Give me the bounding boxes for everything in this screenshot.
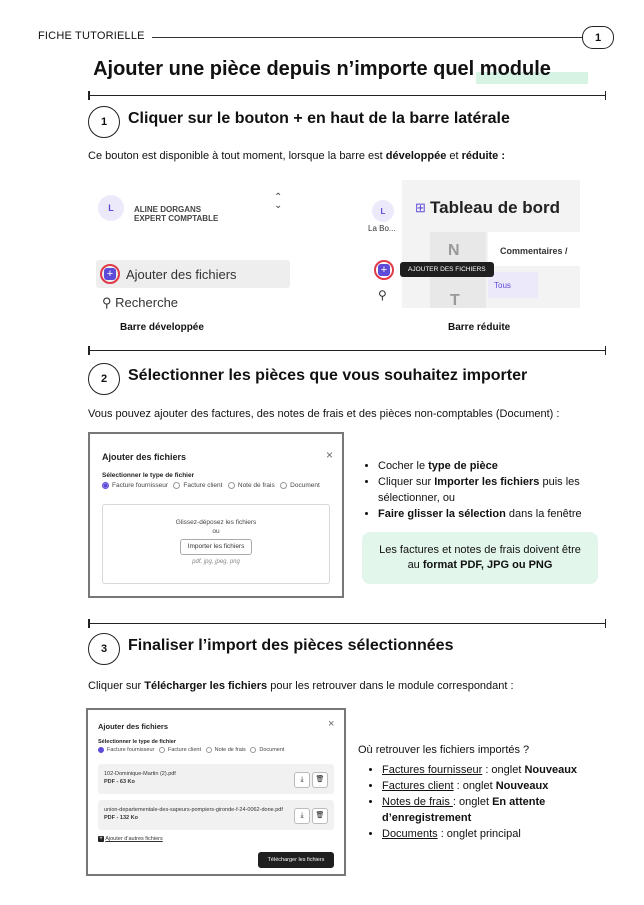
- trash-icon[interactable]: 🗑: [312, 772, 328, 788]
- or-text: ou: [212, 528, 220, 535]
- list-item: • Notes de frais : onglet En attente d’enregistrement: [382, 794, 604, 826]
- import-dialog: [88, 432, 344, 598]
- org-name: La Bo...: [368, 224, 396, 233]
- list-item: • Factures fournisseur : onglet Nouveaux: [382, 762, 604, 778]
- reduced-sidebar: [360, 180, 580, 308]
- tab-all[interactable]: Tous: [494, 281, 511, 290]
- step-2-number: 2: [88, 363, 120, 395]
- radio-document[interactable]: Document: [280, 482, 320, 489]
- trash-icon[interactable]: 🗑: [312, 808, 328, 824]
- step-1-title: Cliquer sur le bouton + en haut de la barre latérale: [128, 110, 510, 127]
- step-3-description: Cliquer sur Télécharger les fichiers pour les retrouver dans le module correspondant :: [88, 680, 514, 692]
- radio-expense[interactable]: Note de frais: [206, 747, 246, 753]
- avatar-small[interactable]: L: [372, 200, 394, 222]
- where-list: [368, 762, 604, 842]
- step-1-number: 1: [88, 106, 120, 138]
- format-note: Les factures et notes de frais doivent être au format PDF, JPG ou PNG: [362, 532, 598, 584]
- tab-comments[interactable]: Commentaires /: [500, 246, 568, 256]
- header-label: FICHE TUTORIELLE: [38, 30, 145, 42]
- tile-n: N: [448, 242, 460, 259]
- upload-files-button[interactable]: Télécharger les fichiers: [258, 852, 334, 868]
- section-divider: [88, 95, 606, 96]
- section-divider: [88, 623, 606, 624]
- user-name: ALINE DORGANS: [134, 205, 202, 214]
- list-item: • Factures client : onglet Nouveaux: [382, 778, 604, 794]
- search-item[interactable]: [102, 295, 178, 311]
- radio-document[interactable]: Document: [250, 747, 284, 753]
- add-files-button[interactable]: [96, 260, 290, 288]
- list-item: • Documents : onglet principal: [382, 826, 604, 842]
- grid-icon: ⊞: [415, 200, 426, 215]
- plus-icon: +: [99, 836, 103, 842]
- step-2-title: Sélectionner les pièces que vous souhaitez importer: [128, 367, 528, 384]
- file-row: [98, 800, 334, 830]
- file-type-radios: [102, 482, 320, 489]
- avatar[interactable]: L: [98, 195, 124, 221]
- file-type-label: Sélectionner le type de fichier: [102, 472, 195, 479]
- instruction-item: • Cliquer sur Importer les fichiers puis les sélectionner, ou: [378, 474, 606, 506]
- file-name: union-departementale-des-sapeurs-pompiers-gironde-f-24-0062-done.pdf: [104, 807, 283, 813]
- add-files-label: Ajouter des fichiers: [126, 267, 237, 282]
- file-name: 102-Dominique-Martin (2).pdf: [104, 771, 176, 777]
- header-rule: [152, 37, 582, 38]
- drop-text: Glissez-déposez les fichiers: [175, 519, 257, 526]
- instruction-item: • Cocher le type de pièce: [378, 458, 606, 474]
- import-files-button[interactable]: Importer les fichiers: [180, 539, 252, 555]
- file-meta: PDF - 63 Ko: [104, 779, 135, 785]
- file-type-radios: [98, 747, 284, 753]
- formats-text: pdf, jpg, jpeg, png: [192, 559, 240, 565]
- radio-client[interactable]: Facture client: [173, 482, 222, 489]
- drop-zone[interactable]: [102, 504, 330, 584]
- upload-dialog: [86, 708, 346, 876]
- radio-supplier[interactable]: Facture fournisseur: [98, 747, 154, 753]
- radio-client[interactable]: Facture client: [159, 747, 201, 753]
- step-1-description: Ce bouton est disponible à tout moment, lorsque la barre est développée et réduite :: [88, 150, 506, 162]
- expanded-sidebar: [88, 180, 303, 308]
- search-icon: ⚲: [102, 295, 112, 310]
- where-title: Où retrouver les fichiers importés ?: [358, 744, 530, 756]
- file-meta: PDF - 132 Ko: [104, 815, 138, 821]
- step-2-instructions: [364, 458, 606, 522]
- step-2-description: Vous pouvez ajouter des factures, des notes de frais et des pièces non-comptables (Document) :: [88, 408, 560, 420]
- download-icon[interactable]: ⤓: [294, 808, 310, 824]
- close-icon[interactable]: ×: [328, 718, 335, 730]
- search-icon[interactable]: ⚲: [378, 288, 387, 302]
- add-files-button-small[interactable]: [374, 260, 394, 280]
- chevron-updown-icon[interactable]: ⌃ ⌄: [274, 192, 283, 211]
- radio-expense[interactable]: Note de frais: [228, 482, 275, 489]
- file-row: [98, 764, 334, 794]
- step-3-number: 3: [88, 633, 120, 665]
- file-type-label: Sélectionner le type de fichier: [98, 739, 176, 745]
- caption-reduced: Barre réduite: [448, 322, 511, 333]
- close-icon[interactable]: ×: [326, 448, 334, 462]
- download-icon[interactable]: ⤓: [294, 772, 310, 788]
- caption-expanded: Barre développée: [120, 322, 204, 333]
- plus-icon: +: [104, 268, 116, 280]
- section-divider: [88, 350, 606, 351]
- page-title: Ajouter une pièce depuis n’importe quel module: [93, 58, 551, 80]
- radio-supplier[interactable]: Facture fournisseur: [102, 482, 168, 489]
- tooltip-add-files: AJOUTER DES FICHIERS: [400, 262, 494, 277]
- tile-t: T: [450, 292, 460, 308]
- instruction-item: • Faire glisser la sélection dans la fenêtre: [378, 506, 606, 522]
- add-files-highlight: [100, 264, 120, 284]
- dialog-title: Ajouter des fichiers: [98, 722, 169, 731]
- dashboard-title: Tableau de bord: [430, 198, 561, 217]
- step-3-title: Finaliser l’import des pièces sélectionnées: [128, 637, 454, 654]
- user-role: EXPERT COMPTABLE: [134, 214, 219, 223]
- search-label: Recherche: [115, 295, 179, 310]
- add-more-files-link[interactable]: + Ajouter d’autres fichiers: [99, 836, 163, 842]
- page-number: 1: [582, 26, 614, 49]
- dialog-title: Ajouter des fichiers: [102, 452, 187, 462]
- plus-icon: +: [378, 264, 390, 276]
